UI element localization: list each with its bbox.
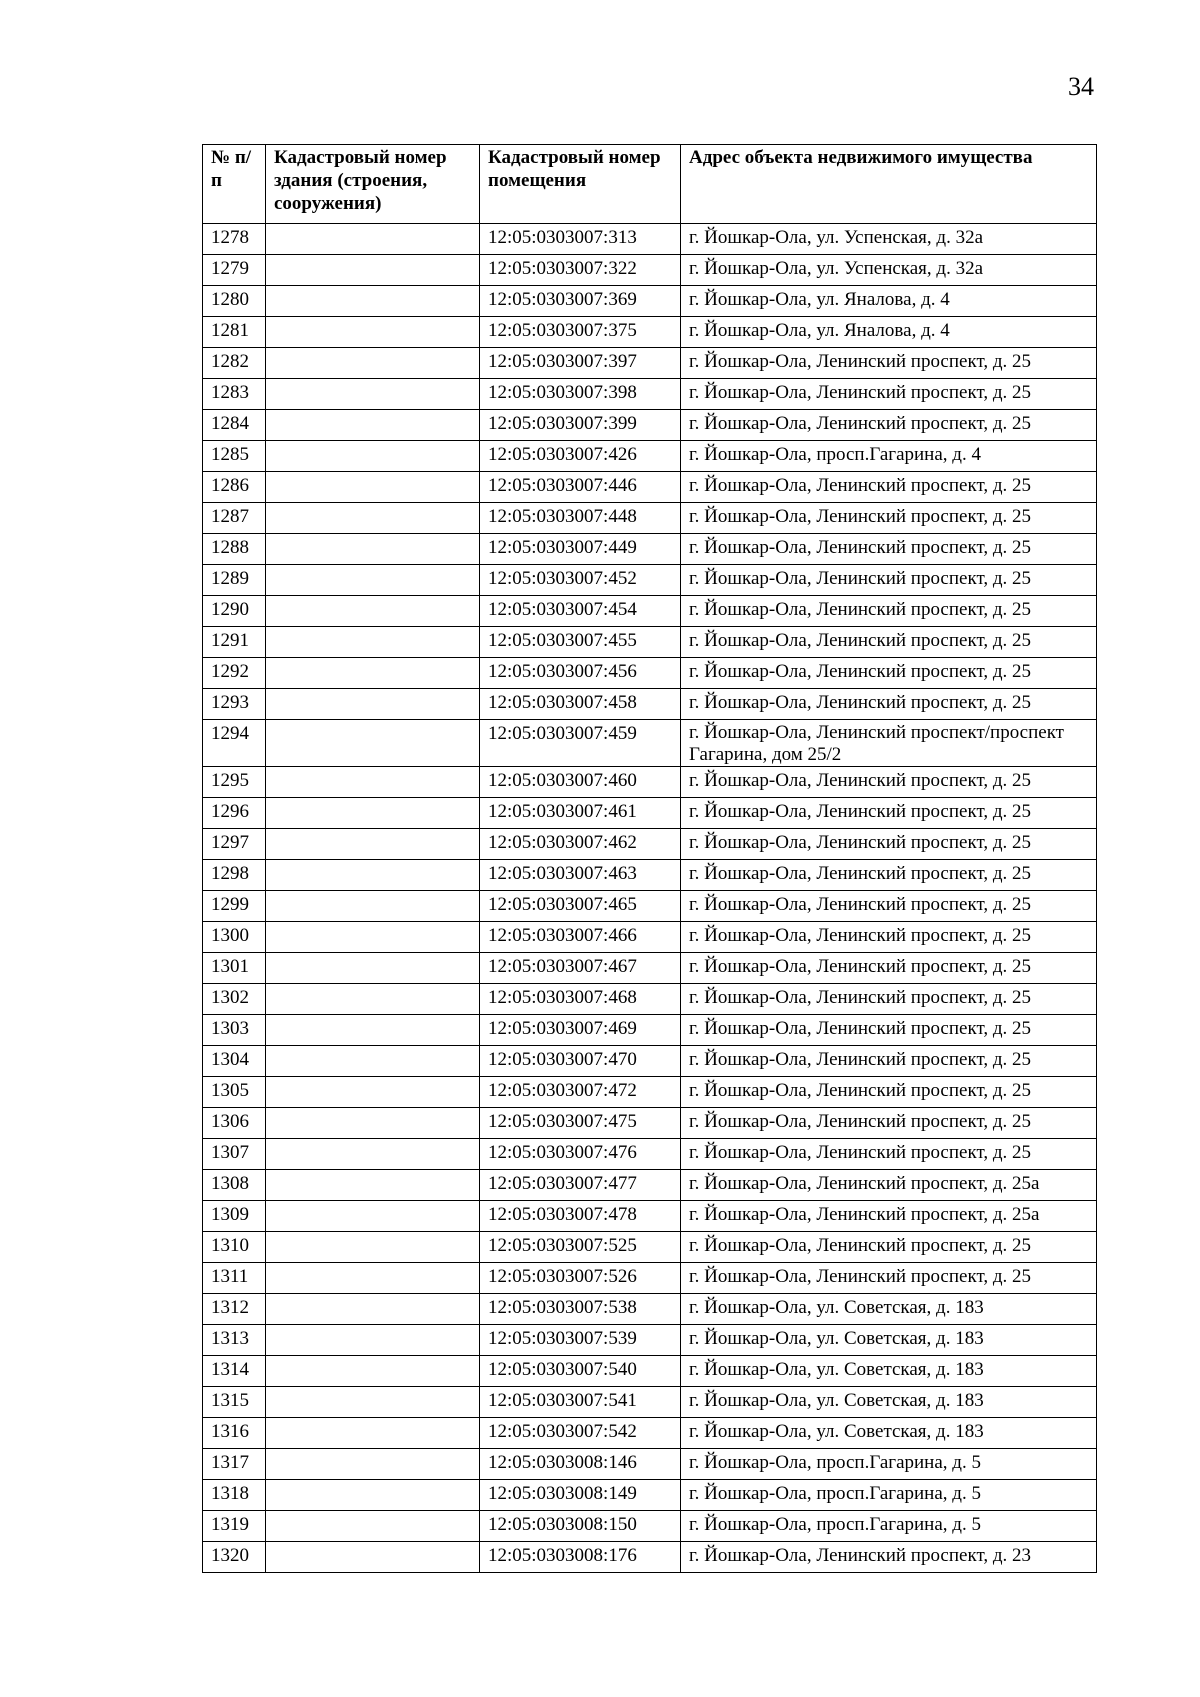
row-number-cell: 1283 bbox=[203, 379, 266, 410]
row-number-cell: 1300 bbox=[203, 922, 266, 953]
building-cadastral-cell bbox=[266, 224, 480, 255]
address-cell: г. Йошкар-Ола, Ленинский проспект, д. 25 bbox=[681, 1046, 1097, 1077]
premises-cadastral-cell: 12:05:0303007:455 bbox=[480, 627, 681, 658]
row-number-cell: 1278 bbox=[203, 224, 266, 255]
table-row bbox=[203, 1015, 1097, 1046]
premises-cadastral-cell: 12:05:0303007:539 bbox=[480, 1325, 681, 1356]
premises-cadastral-cell: 12:05:0303008:176 bbox=[480, 1542, 681, 1573]
premises-cadastral-cell: 12:05:0303007:462 bbox=[480, 829, 681, 860]
premises-cadastral-cell: 12:05:0303007:459 bbox=[480, 720, 681, 767]
row-number-cell: 1311 bbox=[203, 1263, 266, 1294]
premises-cadastral-cell: 12:05:0303007:463 bbox=[480, 860, 681, 891]
table-row bbox=[203, 1387, 1097, 1418]
premises-cadastral-cell: 12:05:0303007:542 bbox=[480, 1418, 681, 1449]
address-cell: г. Йошкар-Ола, Ленинский проспект, д. 25 bbox=[681, 503, 1097, 534]
table-row bbox=[203, 565, 1097, 596]
row-number-cell: 1288 bbox=[203, 534, 266, 565]
row-number-cell: 1309 bbox=[203, 1201, 266, 1232]
premises-cadastral-cell: 12:05:0303007:456 bbox=[480, 658, 681, 689]
premises-cadastral-cell: 12:05:0303007:477 bbox=[480, 1170, 681, 1201]
address-cell: г. Йошкар-Ола, ул. Советская, д. 183 bbox=[681, 1325, 1097, 1356]
premises-cadastral-cell: 12:05:0303007:472 bbox=[480, 1077, 681, 1108]
building-cadastral-cell bbox=[266, 472, 480, 503]
table-row bbox=[203, 1418, 1097, 1449]
building-cadastral-cell bbox=[266, 503, 480, 534]
table-row bbox=[203, 1263, 1097, 1294]
row-number-cell: 1313 bbox=[203, 1325, 266, 1356]
table-row bbox=[203, 379, 1097, 410]
header-row bbox=[203, 145, 1097, 224]
row-number-cell: 1303 bbox=[203, 1015, 266, 1046]
building-cadastral-cell bbox=[266, 1480, 480, 1511]
row-number-cell: 1319 bbox=[203, 1511, 266, 1542]
address-cell: г. Йошкар-Ола, Ленинский проспект, д. 25 bbox=[681, 891, 1097, 922]
table-row bbox=[203, 472, 1097, 503]
row-number-cell: 1282 bbox=[203, 348, 266, 379]
table-row bbox=[203, 1139, 1097, 1170]
table-row bbox=[203, 1356, 1097, 1387]
premises-cadastral-cell: 12:05:0303007:468 bbox=[480, 984, 681, 1015]
premises-cadastral-cell: 12:05:0303007:322 bbox=[480, 255, 681, 286]
address-cell: г. Йошкар-Ола, Ленинский проспект, д. 25 bbox=[681, 689, 1097, 720]
building-cadastral-cell bbox=[266, 1232, 480, 1263]
table-row bbox=[203, 689, 1097, 720]
building-cadastral-cell bbox=[266, 1170, 480, 1201]
table-row bbox=[203, 767, 1097, 798]
premises-cadastral-cell: 12:05:0303007:446 bbox=[480, 472, 681, 503]
row-number-cell: 1317 bbox=[203, 1449, 266, 1480]
row-number-cell: 1306 bbox=[203, 1108, 266, 1139]
row-number-cell: 1287 bbox=[203, 503, 266, 534]
address-cell: г. Йошкар-Ола, Ленинский проспект, д. 25 bbox=[681, 565, 1097, 596]
premises-cadastral-cell: 12:05:0303007:313 bbox=[480, 224, 681, 255]
row-number-cell: 1299 bbox=[203, 891, 266, 922]
address-cell: г. Йошкар-Ола, Ленинский проспект, д. 23 bbox=[681, 1542, 1097, 1573]
row-number-cell: 1302 bbox=[203, 984, 266, 1015]
address-cell: г. Йошкар-Ола, Ленинский проспект, д. 25 bbox=[681, 348, 1097, 379]
premises-cadastral-cell: 12:05:0303007:452 bbox=[480, 565, 681, 596]
address-cell: г. Йошкар-Ола, Ленинский проспект, д. 25а bbox=[681, 1170, 1097, 1201]
address-cell: г. Йошкар-Ола, ул. Яналова, д. 4 bbox=[681, 317, 1097, 348]
building-cadastral-cell bbox=[266, 565, 480, 596]
row-number-cell: 1286 bbox=[203, 472, 266, 503]
premises-cadastral-cell: 12:05:0303007:470 bbox=[480, 1046, 681, 1077]
building-cadastral-cell bbox=[266, 767, 480, 798]
table-row bbox=[203, 1294, 1097, 1325]
property-table bbox=[202, 144, 1097, 1573]
address-cell: г. Йошкар-Ола, Ленинский проспект, д. 25 bbox=[681, 627, 1097, 658]
premises-cadastral-cell: 12:05:0303007:469 bbox=[480, 1015, 681, 1046]
table-row bbox=[203, 1232, 1097, 1263]
address-cell: г. Йошкар-Ола, ул. Советская, д. 183 bbox=[681, 1387, 1097, 1418]
table-row bbox=[203, 627, 1097, 658]
building-cadastral-cell bbox=[266, 441, 480, 472]
table-row bbox=[203, 410, 1097, 441]
address-cell: г. Йошкар-Ола, ул. Яналова, д. 4 bbox=[681, 286, 1097, 317]
row-number-cell: 1315 bbox=[203, 1387, 266, 1418]
row-number-cell: 1298 bbox=[203, 860, 266, 891]
address-cell: г. Йошкар-Ола, Ленинский проспект, д. 25 bbox=[681, 798, 1097, 829]
building-cadastral-cell bbox=[266, 1325, 480, 1356]
address-cell: г. Йошкар-Ола, Ленинский проспект, д. 25 bbox=[681, 410, 1097, 441]
building-cadastral-cell bbox=[266, 1294, 480, 1325]
row-number-cell: 1307 bbox=[203, 1139, 266, 1170]
row-number-cell: 1293 bbox=[203, 689, 266, 720]
row-number-cell: 1280 bbox=[203, 286, 266, 317]
header-row-number: № п/п bbox=[203, 145, 266, 224]
premises-cadastral-cell: 12:05:0303008:150 bbox=[480, 1511, 681, 1542]
address-cell: г. Йошкар-Ола, ул. Успенская, д. 32а bbox=[681, 255, 1097, 286]
address-cell: г. Йошкар-Ола, Ленинский проспект, д. 25 bbox=[681, 1263, 1097, 1294]
table-header bbox=[203, 145, 1097, 224]
row-number-cell: 1290 bbox=[203, 596, 266, 627]
header-address: Адрес объекта недвижимого имущества bbox=[681, 145, 1097, 224]
table-row bbox=[203, 1077, 1097, 1108]
row-number-cell: 1295 bbox=[203, 767, 266, 798]
table-row bbox=[203, 1511, 1097, 1542]
address-cell: г. Йошкар-Ола, ул. Советская, д. 183 bbox=[681, 1418, 1097, 1449]
row-number-cell: 1284 bbox=[203, 410, 266, 441]
building-cadastral-cell bbox=[266, 658, 480, 689]
row-number-cell: 1294 bbox=[203, 720, 266, 767]
building-cadastral-cell bbox=[266, 534, 480, 565]
header-building-cadastral: Кадастровый номер здания (строения, сооружения) bbox=[266, 145, 480, 224]
premises-cadastral-cell: 12:05:0303007:525 bbox=[480, 1232, 681, 1263]
address-cell: г. Йошкар-Ола, Ленинский проспект, д. 25 bbox=[681, 379, 1097, 410]
building-cadastral-cell bbox=[266, 1077, 480, 1108]
building-cadastral-cell bbox=[266, 829, 480, 860]
address-cell: г. Йошкар-Ола, Ленинский проспект, д. 25 bbox=[681, 534, 1097, 565]
row-number-cell: 1296 bbox=[203, 798, 266, 829]
table-row bbox=[203, 286, 1097, 317]
building-cadastral-cell bbox=[266, 286, 480, 317]
address-cell: г. Йошкар-Ола, Ленинский проспект, д. 25 bbox=[681, 767, 1097, 798]
table-row bbox=[203, 596, 1097, 627]
premises-cadastral-cell: 12:05:0303007:398 bbox=[480, 379, 681, 410]
table-row bbox=[203, 1325, 1097, 1356]
table-body bbox=[203, 224, 1097, 1573]
building-cadastral-cell bbox=[266, 379, 480, 410]
premises-cadastral-cell: 12:05:0303007:454 bbox=[480, 596, 681, 627]
row-number-cell: 1316 bbox=[203, 1418, 266, 1449]
address-cell: г. Йошкар-Ола, ул. Советская, д. 183 bbox=[681, 1294, 1097, 1325]
address-cell: г. Йошкар-Ола, Ленинский проспект, д. 25 bbox=[681, 860, 1097, 891]
building-cadastral-cell bbox=[266, 860, 480, 891]
address-cell: г. Йошкар-Ола, Ленинский проспект, д. 25 bbox=[681, 1232, 1097, 1263]
table-row bbox=[203, 860, 1097, 891]
address-cell: г. Йошкар-Ола, Ленинский проспект, д. 25 bbox=[681, 829, 1097, 860]
building-cadastral-cell bbox=[266, 1139, 480, 1170]
table-row bbox=[203, 317, 1097, 348]
premises-cadastral-cell: 12:05:0303007:476 bbox=[480, 1139, 681, 1170]
table-row bbox=[203, 534, 1097, 565]
address-cell: г. Йошкар-Ола, Ленинский проспект, д. 25 bbox=[681, 596, 1097, 627]
building-cadastral-cell bbox=[266, 689, 480, 720]
table-row bbox=[203, 1170, 1097, 1201]
row-number-cell: 1318 bbox=[203, 1480, 266, 1511]
address-cell: г. Йошкар-Ола, Ленинский проспект, д. 25 bbox=[681, 922, 1097, 953]
table-row bbox=[203, 1480, 1097, 1511]
building-cadastral-cell bbox=[266, 1046, 480, 1077]
premises-cadastral-cell: 12:05:0303007:399 bbox=[480, 410, 681, 441]
building-cadastral-cell bbox=[266, 984, 480, 1015]
building-cadastral-cell bbox=[266, 1449, 480, 1480]
premises-cadastral-cell: 12:05:0303007:478 bbox=[480, 1201, 681, 1232]
address-cell: г. Йошкар-Ола, Ленинский проспект, д. 25 bbox=[681, 1015, 1097, 1046]
row-number-cell: 1314 bbox=[203, 1356, 266, 1387]
table-row bbox=[203, 984, 1097, 1015]
premises-cadastral-cell: 12:05:0303007:466 bbox=[480, 922, 681, 953]
table-row bbox=[203, 658, 1097, 689]
table-row bbox=[203, 922, 1097, 953]
address-cell: г. Йошкар-Ола, ул. Успенская, д. 32а bbox=[681, 224, 1097, 255]
row-number-cell: 1304 bbox=[203, 1046, 266, 1077]
building-cadastral-cell bbox=[266, 891, 480, 922]
address-cell: г. Йошкар-Ола, Ленинский проспект, д. 25 bbox=[681, 472, 1097, 503]
table-row bbox=[203, 953, 1097, 984]
row-number-cell: 1310 bbox=[203, 1232, 266, 1263]
premises-cadastral-cell: 12:05:0303007:369 bbox=[480, 286, 681, 317]
row-number-cell: 1308 bbox=[203, 1170, 266, 1201]
premises-cadastral-cell: 12:05:0303007:465 bbox=[480, 891, 681, 922]
building-cadastral-cell bbox=[266, 953, 480, 984]
building-cadastral-cell bbox=[266, 410, 480, 441]
table-row bbox=[203, 1449, 1097, 1480]
row-number-cell: 1320 bbox=[203, 1542, 266, 1573]
building-cadastral-cell bbox=[266, 1201, 480, 1232]
premises-cadastral-cell: 12:05:0303007:541 bbox=[480, 1387, 681, 1418]
row-number-cell: 1292 bbox=[203, 658, 266, 689]
address-cell: г. Йошкар-Ола, Ленинский проспект, д. 25а bbox=[681, 1201, 1097, 1232]
row-number-cell: 1305 bbox=[203, 1077, 266, 1108]
row-number-cell: 1285 bbox=[203, 441, 266, 472]
premises-cadastral-cell: 12:05:0303007:449 bbox=[480, 534, 681, 565]
building-cadastral-cell bbox=[266, 798, 480, 829]
address-cell: г. Йошкар-Ола, Ленинский проспект, д. 25 bbox=[681, 1108, 1097, 1139]
building-cadastral-cell bbox=[266, 255, 480, 286]
table-row bbox=[203, 503, 1097, 534]
premises-cadastral-cell: 12:05:0303007:448 bbox=[480, 503, 681, 534]
address-cell: г. Йошкар-Ола, Ленинский проспект, д. 25 bbox=[681, 658, 1097, 689]
building-cadastral-cell bbox=[266, 1387, 480, 1418]
address-cell: г. Йошкар-Ола, просп.Гагарина, д. 4 bbox=[681, 441, 1097, 472]
building-cadastral-cell bbox=[266, 1542, 480, 1573]
building-cadastral-cell bbox=[266, 596, 480, 627]
premises-cadastral-cell: 12:05:0303007:475 bbox=[480, 1108, 681, 1139]
address-cell: г. Йошкар-Ола, Ленинский проспект, д. 25 bbox=[681, 984, 1097, 1015]
building-cadastral-cell bbox=[266, 1356, 480, 1387]
address-cell: г. Йошкар-Ола, просп.Гагарина, д. 5 bbox=[681, 1480, 1097, 1511]
building-cadastral-cell bbox=[266, 720, 480, 767]
table-row bbox=[203, 441, 1097, 472]
row-number-cell: 1279 bbox=[203, 255, 266, 286]
table-row bbox=[203, 255, 1097, 286]
building-cadastral-cell bbox=[266, 317, 480, 348]
table-row bbox=[203, 891, 1097, 922]
table-row bbox=[203, 1046, 1097, 1077]
address-cell: г. Йошкар-Ола, ул. Советская, д. 183 bbox=[681, 1356, 1097, 1387]
premises-cadastral-cell: 12:05:0303008:146 bbox=[480, 1449, 681, 1480]
address-cell: г. Йошкар-Ола, просп.Гагарина, д. 5 bbox=[681, 1511, 1097, 1542]
building-cadastral-cell bbox=[266, 348, 480, 379]
premises-cadastral-cell: 12:05:0303008:149 bbox=[480, 1480, 681, 1511]
table-row bbox=[203, 798, 1097, 829]
table-row bbox=[203, 1542, 1097, 1573]
table-row bbox=[203, 348, 1097, 379]
premises-cadastral-cell: 12:05:0303007:426 bbox=[480, 441, 681, 472]
table-row bbox=[203, 1108, 1097, 1139]
premises-cadastral-cell: 12:05:0303007:467 bbox=[480, 953, 681, 984]
premises-cadastral-cell: 12:05:0303007:540 bbox=[480, 1356, 681, 1387]
premises-cadastral-cell: 12:05:0303007:458 bbox=[480, 689, 681, 720]
row-number-cell: 1291 bbox=[203, 627, 266, 658]
premises-cadastral-cell: 12:05:0303007:526 bbox=[480, 1263, 681, 1294]
building-cadastral-cell bbox=[266, 627, 480, 658]
table-row bbox=[203, 1201, 1097, 1232]
row-number-cell: 1301 bbox=[203, 953, 266, 984]
address-cell: г. Йошкар-Ола, Ленинский проспект, д. 25 bbox=[681, 1139, 1097, 1170]
row-number-cell: 1281 bbox=[203, 317, 266, 348]
premises-cadastral-cell: 12:05:0303007:538 bbox=[480, 1294, 681, 1325]
header-premises-cadastral: Кадастровый номер помещения bbox=[480, 145, 681, 224]
table-row bbox=[203, 829, 1097, 860]
premises-cadastral-cell: 12:05:0303007:460 bbox=[480, 767, 681, 798]
row-number-cell: 1297 bbox=[203, 829, 266, 860]
address-cell: г. Йошкар-Ола, просп.Гагарина, д. 5 bbox=[681, 1449, 1097, 1480]
premises-cadastral-cell: 12:05:0303007:375 bbox=[480, 317, 681, 348]
building-cadastral-cell bbox=[266, 922, 480, 953]
building-cadastral-cell bbox=[266, 1511, 480, 1542]
table-row bbox=[203, 720, 1097, 767]
address-cell: г. Йошкар-Ола, Ленинский проспект, д. 25 bbox=[681, 1077, 1097, 1108]
page-number: 34 bbox=[1068, 72, 1094, 101]
row-number-cell: 1289 bbox=[203, 565, 266, 596]
table-row bbox=[203, 224, 1097, 255]
address-cell: г. Йошкар-Ола, Ленинский проспект, д. 25 bbox=[681, 953, 1097, 984]
address-cell: г. Йошкар-Ола, Ленинский проспект/проспект Гагарина, дом 25/2 bbox=[681, 720, 1097, 767]
building-cadastral-cell bbox=[266, 1418, 480, 1449]
building-cadastral-cell bbox=[266, 1015, 480, 1046]
row-number-cell: 1312 bbox=[203, 1294, 266, 1325]
building-cadastral-cell bbox=[266, 1108, 480, 1139]
building-cadastral-cell bbox=[266, 1263, 480, 1294]
premises-cadastral-cell: 12:05:0303007:397 bbox=[480, 348, 681, 379]
premises-cadastral-cell: 12:05:0303007:461 bbox=[480, 798, 681, 829]
